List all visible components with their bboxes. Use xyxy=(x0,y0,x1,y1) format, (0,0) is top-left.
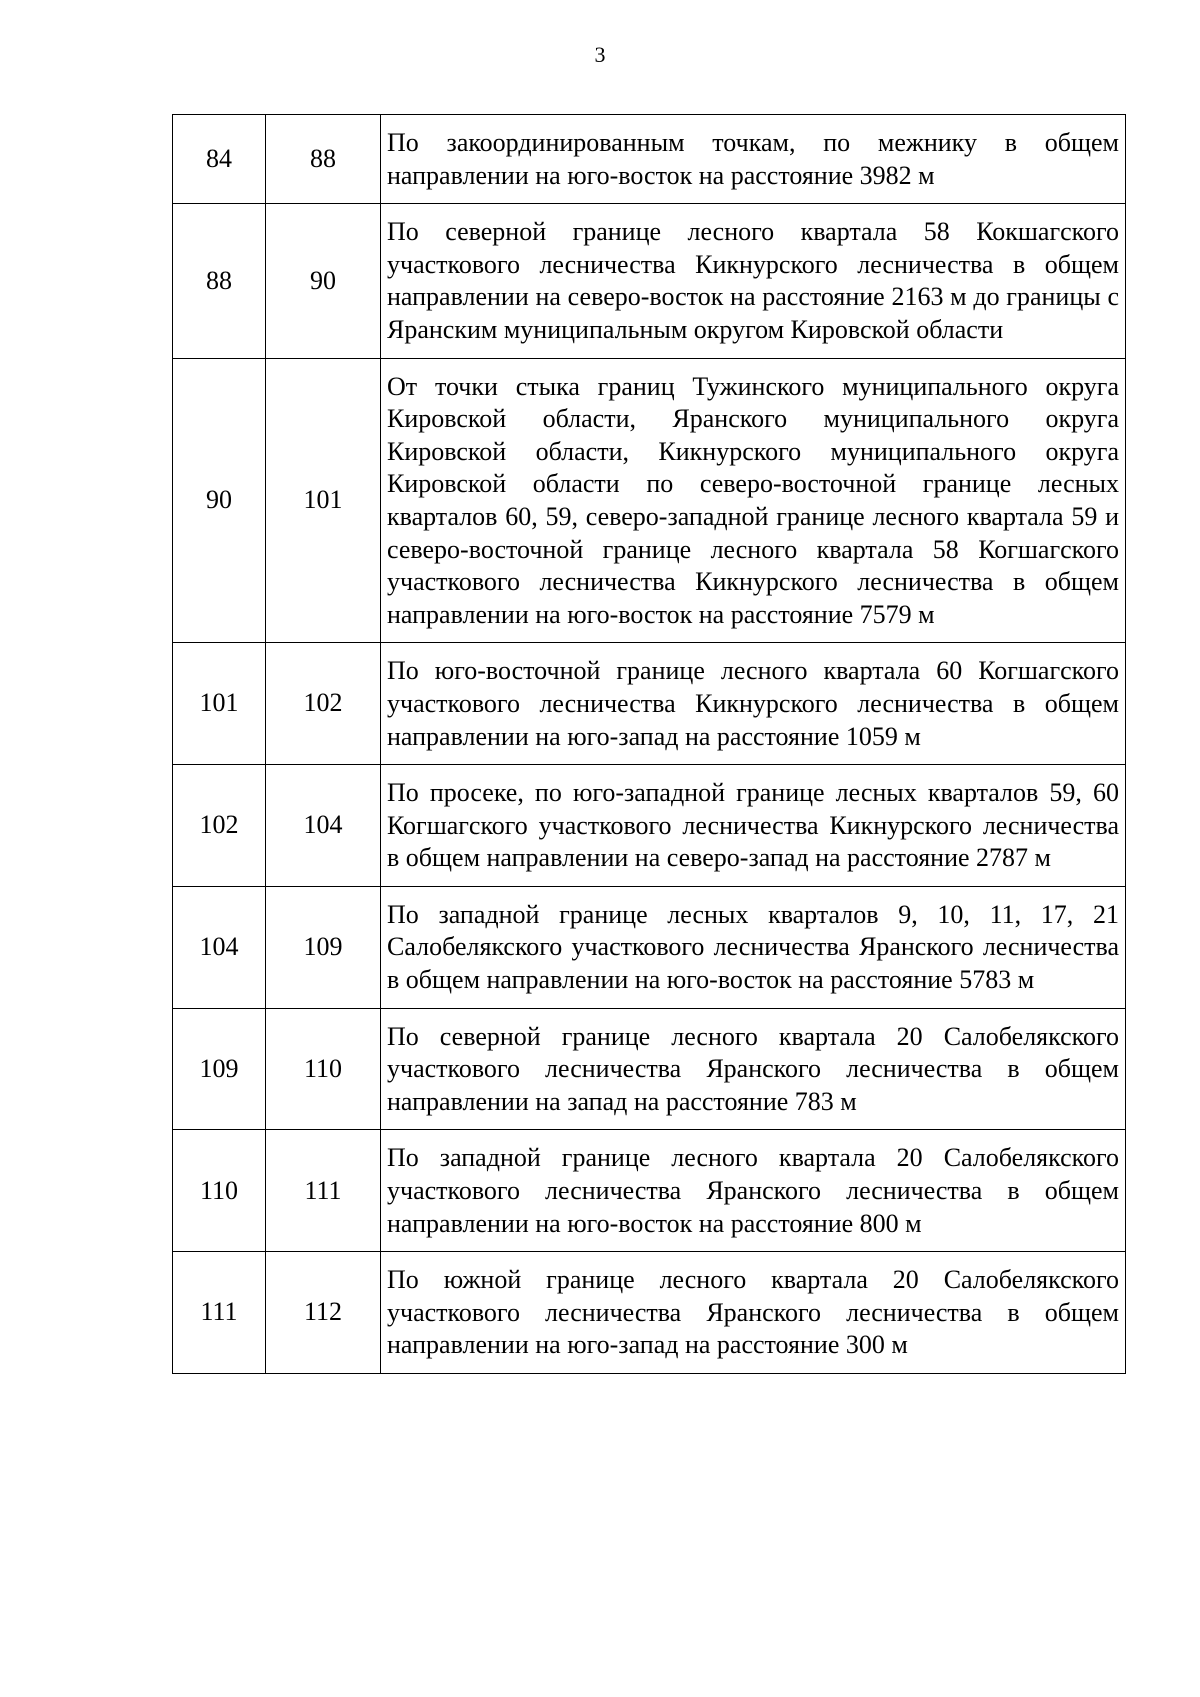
point-to: 101 xyxy=(266,358,381,643)
table-row xyxy=(173,358,1126,643)
table-row xyxy=(173,765,1126,887)
point-from: 101 xyxy=(173,643,266,765)
page-number: 3 xyxy=(594,42,606,67)
point-from: 84 xyxy=(173,115,266,204)
table-row xyxy=(173,1008,1126,1130)
boundary-description: По юго-восточной границе лесного квартала 60 Когшагского участкового лесничества Кикнурского лесничества в общем направлении на юго-запад на расстояние 1059 м xyxy=(381,643,1126,765)
boundary-description: По западной границе лесных кварталов 9, 10, 11, 17, 21 Салобелякского участкового лесничества Яранского лесничества в общем направлении на юго-восток на расстояние 5783 м xyxy=(381,886,1126,1008)
table-row xyxy=(173,1252,1126,1374)
point-from: 111 xyxy=(173,1252,266,1374)
point-to: 88 xyxy=(266,115,381,204)
point-to: 109 xyxy=(266,886,381,1008)
boundary-description: По просеке, по юго-западной границе лесных кварталов 59, 60 Когшагского участкового лесничества Кикнурского лесничества в общем направлении на северо-запад на расстояние 2787 м xyxy=(381,765,1126,887)
point-to: 102 xyxy=(266,643,381,765)
point-from: 110 xyxy=(173,1130,266,1252)
boundary-table xyxy=(172,114,1126,1374)
boundary-description: По южной границе лесного квартала 20 Салобелякского участкового лесничества Яранского лесничества в общем направлении на юго-запад на расстояние 300 м xyxy=(381,1252,1126,1374)
boundary-description: По северной границе лесного квартала 58 Кокшагского участкового лесничества Кикнурского лесничества в общем направлении на северо-восток на расстояние 2163 м до границы с Яранским муниципальным округом Кировской области xyxy=(381,204,1126,358)
table-row xyxy=(173,1130,1126,1252)
point-from: 90 xyxy=(173,358,266,643)
table-row xyxy=(173,204,1126,358)
boundary-description: По северной границе лесного квартала 20 Салобелякского участкового лесничества Яранского лесничества в общем направлении на запад на расстояние 783 м xyxy=(381,1008,1126,1130)
point-to: 110 xyxy=(266,1008,381,1130)
table-row xyxy=(173,115,1126,204)
point-from: 109 xyxy=(173,1008,266,1130)
boundary-description: По западной границе лесного квартала 20 Салобелякского участкового лесничества Яранского лесничества в общем направлении на юго-восток на расстояние 800 м xyxy=(381,1130,1126,1252)
table-row xyxy=(173,643,1126,765)
point-to: 104 xyxy=(266,765,381,887)
point-to: 112 xyxy=(266,1252,381,1374)
point-from: 102 xyxy=(173,765,266,887)
point-to: 111 xyxy=(266,1130,381,1252)
boundary-description: От точки стыка границ Тужинского муниципального округа Кировской области, Яранского муниципального округа Кировской области, Кикнурского муниципального округа Кировской области по северо-восточной границе лесных кварталов 60, 59, северо-западной границе лесного квартала 59 и северо-восточной границе лесного квартала 58 Когшагского участкового лесничества Кикнурского лесничества в общем направлении на юго-восток на расстояние 7579 м xyxy=(381,358,1126,643)
boundary-description: По закоординированным точкам, по межнику в общем направлении на юго-восток на расстояние 3982 м xyxy=(381,115,1126,204)
point-to: 90 xyxy=(266,204,381,358)
point-from: 104 xyxy=(173,886,266,1008)
table-row xyxy=(173,886,1126,1008)
point-from: 88 xyxy=(173,204,266,358)
